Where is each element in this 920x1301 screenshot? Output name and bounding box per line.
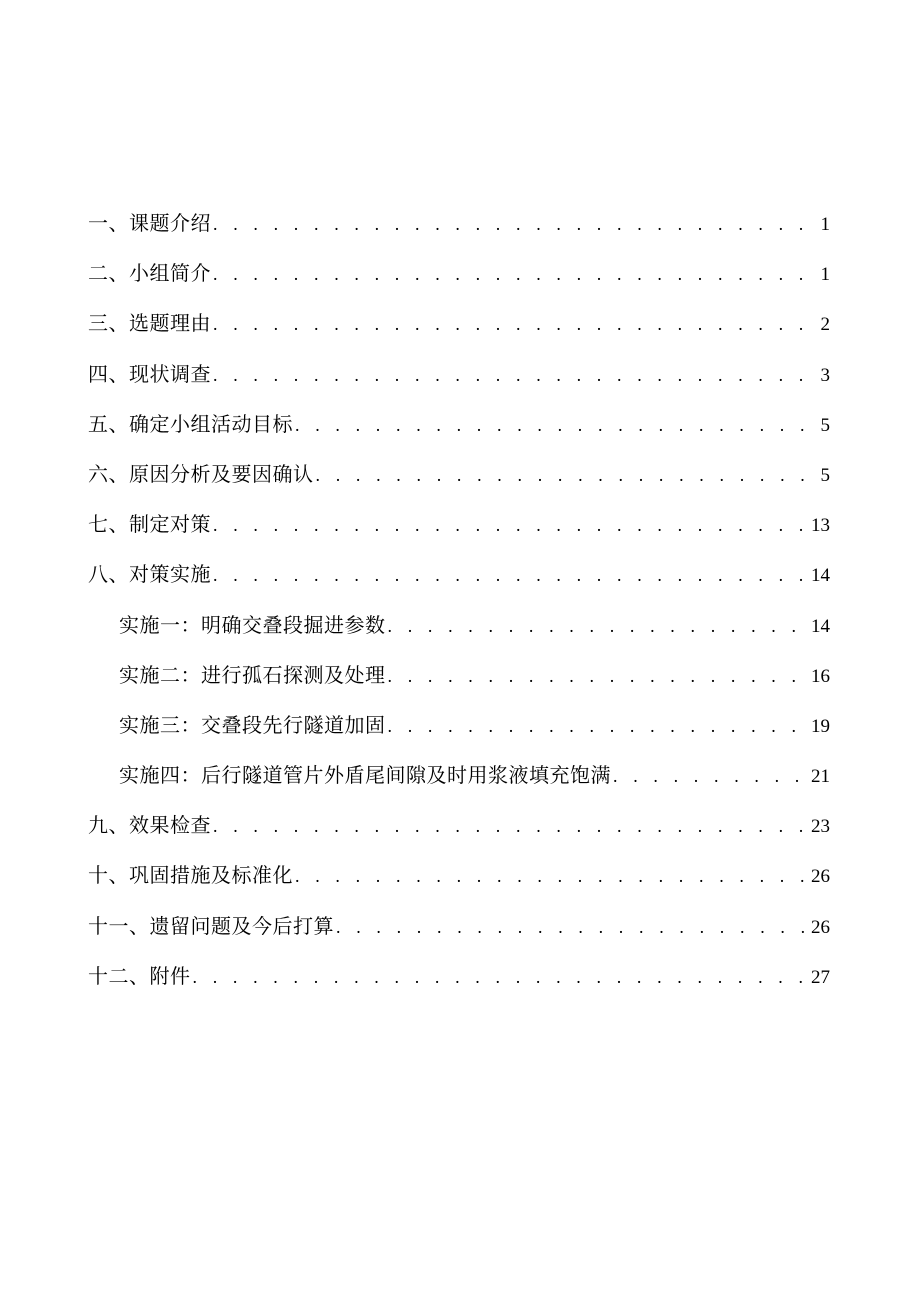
toc-entry-title: 四、现状调查 (88, 361, 211, 386)
toc-page-number: 3 (820, 364, 830, 386)
toc-page-number: 26 (811, 866, 830, 888)
toc-entry-title: 八、对策实施 (88, 562, 211, 587)
toc-dot-leader (334, 902, 809, 952)
toc-dot-leader (191, 952, 810, 1002)
toc-entry-title: 五、确定小组活动目标 (88, 411, 293, 436)
toc-entry-title: 实施二：进行孤石探测及处理 (119, 662, 386, 687)
toc-entry-title: 十二、附件 (88, 963, 191, 988)
toc-dot-leader (293, 851, 809, 901)
toc-entry-title: 三、选题理由 (88, 311, 211, 336)
toc-dot-leader (386, 601, 810, 651)
toc-entry-title: 七、制定对策 (88, 512, 211, 537)
toc-dot-leader (211, 199, 819, 249)
toc-page-number: 1 (820, 264, 830, 286)
toc-entry-title: 六、原因分析及要因确认 (88, 461, 314, 486)
toc-dot-leader (211, 299, 819, 349)
toc-entry-9[interactable] (88, 800, 830, 850)
toc-page-number: 27 (811, 966, 830, 988)
table-of-contents (88, 198, 830, 1001)
toc-page-number: 1 (820, 214, 830, 235)
toc-dot-leader (611, 751, 809, 801)
toc-entry-8[interactable] (88, 549, 830, 599)
toc-subentry-2[interactable] (88, 650, 830, 700)
toc-entry-title: 一、课题介绍 (88, 211, 211, 235)
toc-page-number: 19 (811, 715, 830, 737)
toc-dot-leader (386, 651, 810, 701)
toc-entry-10[interactable] (88, 850, 830, 900)
toc-entry-title: 实施四：后行隧道管片外盾尾间隙及时用浆液填充饱满 (119, 763, 611, 788)
toc-dot-leader (314, 450, 819, 500)
toc-entry-7[interactable] (88, 499, 830, 549)
toc-entry-title: 实施三：交叠段先行隧道加固 (119, 712, 386, 737)
toc-entry-6[interactable] (88, 449, 830, 499)
toc-subentry-3[interactable] (88, 700, 830, 750)
toc-page-number: 5 (820, 414, 830, 436)
toc-entry-title: 十一、遗留问题及今后打算 (88, 913, 334, 938)
toc-page-number: 21 (811, 766, 830, 788)
toc-entry-3[interactable] (88, 298, 830, 348)
toc-page-number: 26 (811, 916, 830, 938)
toc-dot-leader (386, 701, 810, 751)
toc-entry-5[interactable] (88, 399, 830, 449)
toc-page-number: 5 (820, 464, 830, 486)
toc-page-number: 23 (811, 816, 830, 838)
toc-entry-title: 实施一：明确交叠段掘进参数 (119, 612, 386, 637)
toc-page-number: 2 (820, 314, 830, 336)
toc-dot-leader (293, 400, 819, 450)
toc-entry-title: 二、小组简介 (88, 261, 211, 286)
toc-entry-2[interactable] (88, 248, 830, 298)
toc-dot-leader (211, 350, 819, 400)
toc-dot-leader (211, 500, 809, 550)
toc-entry-title: 十、巩固措施及标准化 (88, 863, 293, 888)
toc-entry-11[interactable] (88, 901, 830, 951)
toc-page-number: 13 (811, 515, 830, 537)
toc-entry-12[interactable] (88, 951, 830, 1001)
toc-entry-4[interactable] (88, 349, 830, 399)
toc-dot-leader (211, 550, 809, 600)
toc-dot-leader (211, 801, 809, 851)
toc-subentry-1[interactable] (88, 600, 830, 650)
toc-page-number: 14 (811, 615, 830, 637)
toc-page-number: 16 (811, 665, 830, 687)
toc-entry-title: 九、效果检查 (88, 813, 211, 838)
toc-entry-1[interactable] (88, 198, 830, 248)
toc-dot-leader (211, 249, 819, 299)
toc-page-number: 14 (811, 565, 830, 587)
toc-subentry-4[interactable] (88, 750, 830, 800)
